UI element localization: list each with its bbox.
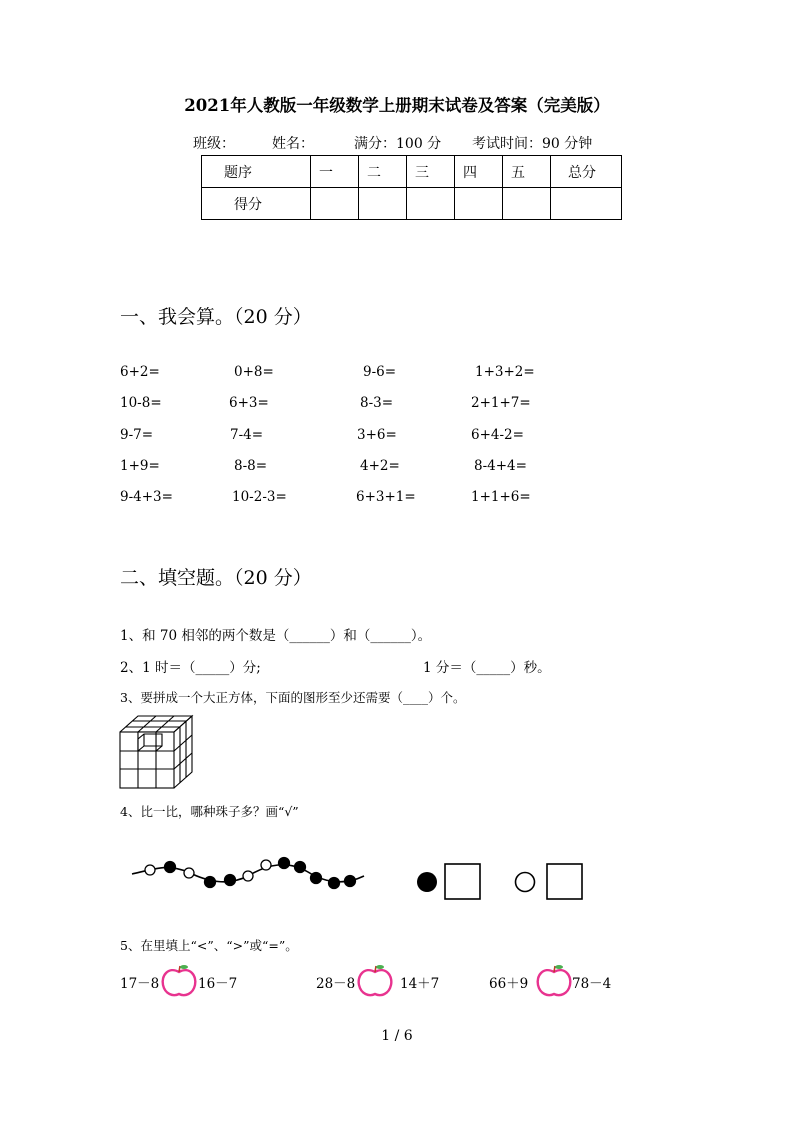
calc-item: 1+3+2= — [475, 364, 535, 380]
calc-item: 8-3= — [360, 395, 394, 411]
exam-time: 考试时间：90 分钟 — [472, 136, 593, 152]
score-cell[interactable] — [551, 188, 622, 220]
score-header-cell: 五 — [503, 156, 551, 188]
calc-item: 8-8= — [234, 458, 268, 474]
calc-item: 6+2= — [120, 364, 160, 380]
white-bead-answer — [512, 861, 586, 903]
black-bead-answer — [414, 861, 484, 903]
answer-box[interactable] — [547, 864, 582, 899]
calc-item: 9-7= — [120, 427, 154, 443]
calc-item: 6+4-2= — [471, 427, 524, 443]
score-header-cell: 二 — [359, 156, 407, 188]
question-2b: 1 分＝（_____）秒。 — [423, 660, 551, 676]
compare-left: 28－8 — [316, 976, 356, 992]
score-header-cell: 一 — [311, 156, 359, 188]
calc-item: 1+9= — [120, 458, 160, 474]
score-header-cell: 题序 — [202, 156, 311, 188]
score-table — [201, 155, 622, 220]
class-label: 班级： — [193, 136, 235, 152]
compare-right: 14＋7 — [400, 976, 440, 992]
score-table-score-row — [202, 188, 622, 220]
calc-item: 0+8= — [234, 364, 274, 380]
apple-answer-icon[interactable] — [160, 962, 198, 1000]
compare-left: 66＋9 — [489, 976, 529, 992]
score-header-cell: 总分 — [551, 156, 622, 188]
question-1: 1、和 70 相邻的两个数是（______）和（______）。 — [120, 628, 432, 644]
calc-item: 10-2-3= — [232, 489, 287, 505]
name-label: 姓名： — [272, 136, 314, 152]
question-4: 4、比一比，哪种珠子多？画“√” — [120, 804, 299, 819]
white-bead-icon — [516, 873, 535, 892]
score-table-header-row — [202, 156, 622, 188]
compare-left: 17－8 — [120, 976, 160, 992]
calc-item: 4+2= — [360, 458, 400, 474]
calc-item: 2+1+7= — [471, 395, 531, 411]
answer-box[interactable] — [445, 864, 480, 899]
score-cell[interactable] — [455, 188, 503, 220]
calc-item: 9-4+3= — [120, 489, 173, 505]
question-5: 5、在里填上“<”、“>”或“=”。 — [120, 938, 298, 953]
cube-stack-figure — [118, 712, 198, 792]
apple-answer-icon[interactable] — [356, 962, 394, 1000]
calc-item: 7-4= — [230, 427, 264, 443]
calc-item: 10-8= — [120, 395, 162, 411]
apple-answer-icon[interactable] — [535, 962, 573, 1000]
calc-item: 8-4+4= — [474, 458, 527, 474]
compare-right: 78－4 — [572, 976, 612, 992]
document-title: 2021年人教版一年级数学上册期末试卷及答案（完美版） — [184, 96, 610, 115]
black-bead-icon — [417, 872, 437, 892]
compare-right: 16－7 — [198, 976, 238, 992]
score-header-cell: 三 — [407, 156, 455, 188]
score-cell[interactable] — [407, 188, 455, 220]
question-3: 3、要拼成一个大正方体，下面的图形至少还需要（____）个。 — [120, 690, 466, 705]
section1-heading: 一、我会算。（20 分） — [120, 306, 312, 328]
full-score: 满分：100 分 — [354, 136, 442, 152]
bead-string-figure — [128, 850, 368, 898]
calc-item: 9-6= — [363, 364, 397, 380]
score-cell[interactable] — [359, 188, 407, 220]
calc-item: 3+6= — [357, 427, 397, 443]
calc-item: 1+1+6= — [471, 489, 531, 505]
score-cell[interactable] — [311, 188, 359, 220]
section2-heading: 二、填空题。（20 分） — [120, 567, 312, 589]
calc-item: 6+3= — [229, 395, 269, 411]
score-row-label: 得分 — [202, 188, 311, 220]
calc-item: 6+3+1= — [356, 489, 416, 505]
page-number: 1 / 6 — [381, 1028, 413, 1044]
question-2a: 2、1 时＝（_____）分; — [120, 660, 261, 676]
score-header-cell: 四 — [455, 156, 503, 188]
score-cell[interactable] — [503, 188, 551, 220]
